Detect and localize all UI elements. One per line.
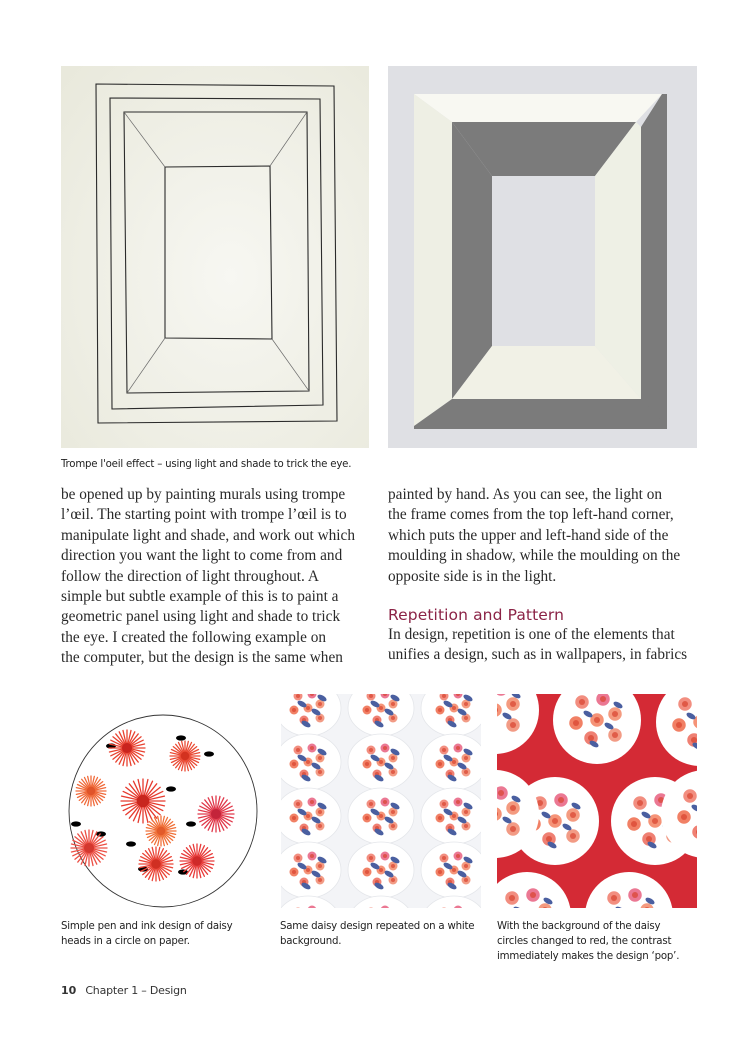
- body-line: the frame comes from the top left-hand corner,: [388, 506, 674, 524]
- daisy-circle-illustration: [61, 694, 265, 908]
- figure-pencil-panel: [61, 66, 369, 448]
- body-column-right: [388, 485, 703, 666]
- caption-line: background.: [280, 936, 342, 947]
- figure-caption-bottom-middle: [280, 919, 490, 949]
- leaf: [204, 751, 214, 756]
- body-line: l’œil. The starting point with trompe l’œil is to: [61, 506, 347, 524]
- page-number: 10: [61, 984, 77, 997]
- daisy-repeat-red-illustration: [497, 694, 697, 908]
- chapter-label: Chapter 1 – Design: [85, 984, 187, 997]
- caption-line: immediately makes the design ‘pop’.: [497, 951, 680, 962]
- shadow-bottom-outer: [414, 399, 667, 429]
- frame-left-light: [414, 94, 452, 426]
- leaf: [186, 821, 196, 826]
- figure-daisy-circle: [61, 694, 265, 908]
- body-line: be opened up by painting murals using trompe: [61, 486, 346, 503]
- leaf: [96, 831, 106, 836]
- figure-daisy-repeat-red: [497, 694, 697, 908]
- body-line: follow the direction of light throughout. A: [61, 567, 319, 585]
- figure-caption-bottom-right: [497, 919, 707, 964]
- leaf: [166, 786, 176, 791]
- body-line: the computer, but the design is the same when: [61, 649, 343, 667]
- center-panel: [492, 176, 595, 346]
- body-line: simple but subtle example of this is to paint a: [61, 588, 339, 606]
- figure-shaded-panel: [388, 66, 697, 448]
- caption-line: heads in a circle on paper.: [61, 936, 190, 947]
- body-line: painted by hand. As you can see, the light on: [388, 486, 663, 503]
- page-footer: [61, 984, 187, 997]
- daisy-repeat-white-illustration: [281, 694, 481, 908]
- caption-line: circles changed to red, the contrast: [497, 936, 672, 947]
- body-line: geometric panel using light and shade to trick: [61, 608, 341, 626]
- section-heading: Repetition and Pattern: [388, 606, 565, 625]
- body-line: opposite side is in the light.: [388, 567, 557, 585]
- pencil-panel-drawing: [61, 66, 369, 448]
- body-line: moulding in shadow, while the moulding on the: [388, 547, 681, 565]
- caption-line: Same daisy design repeated on a white: [280, 921, 475, 932]
- caption-line: With the background of the daisy: [497, 921, 661, 932]
- body-line: unifies a design, such as in wallpapers, in fabrics: [388, 646, 688, 664]
- shadow-right-outer: [638, 94, 667, 426]
- leaf: [176, 735, 186, 740]
- frame-top-light: [414, 94, 662, 122]
- body-line: manipulate light and shade, and work out which: [61, 526, 355, 544]
- body-line: direction you want the light to come from and: [61, 547, 343, 565]
- leaf: [71, 821, 81, 826]
- body-line: In design, repetition is one of the elements that: [388, 626, 675, 644]
- body-line: the eye. I created the following example on: [61, 628, 327, 646]
- figure-caption-top: Trompe l'oeil effect – using light and shade to trick the eye.: [61, 459, 352, 470]
- body-column-left: [61, 485, 371, 669]
- figure-daisy-repeat-white: [281, 694, 481, 908]
- figure-caption-bottom-left: [61, 919, 261, 949]
- caption-line: Simple pen and ink design of daisy: [61, 921, 233, 932]
- body-line: which puts the upper and left-hand side of the: [388, 526, 669, 544]
- shaded-panel-drawing: [388, 66, 697, 448]
- leaf: [126, 841, 136, 846]
